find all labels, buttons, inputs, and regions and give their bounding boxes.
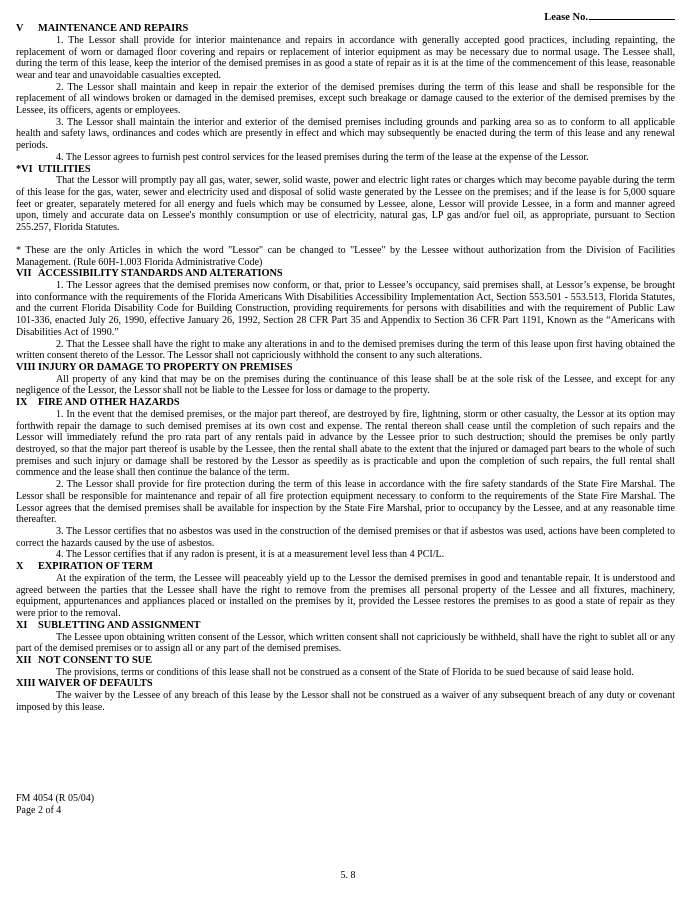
section-title: MAINTENANCE AND REPAIRS xyxy=(38,23,189,34)
lease-number-label: Lease No. xyxy=(544,12,588,23)
section-paragraph: 1. In the event that the demised premises, or the major part thereof, are destroyed by fire, lightning, storm or other casualty, the Lessor at its option may forthwith repair the damage to such demised premises at its own cost and expense. The rental thereon shall cease until the completion of such repairs and the Lessor will immediately refund the pro rata part of any rentals paid in advance by the Lessee prior to such destruction; should the premises be only partly destroyed, so that the major part thereof is usable by the Lessee, then the rental shall abate to the extent that the injured or damaged part bears to the whole of such premises and such injury or damage shall be restored by the Lessor as speedily as is practicable and upon the completion of such repairs, the full rental shall commence and the lease shall then continue the balance of the term. xyxy=(16,408,675,479)
footnote: * These are the only Articles in which the word "Lessor" can be changed to "Lessee" by the Lessee without authorization from the Division of Facilities Management. (Rule 60H-1.003 Florida Administrative Code) xyxy=(16,244,675,268)
section-title: WAIVER OF DEFAULTS xyxy=(38,678,153,690)
section-number: V xyxy=(16,23,24,34)
section-paragraph: The Lessee upon obtaining written consent of the Lessor, which written consent shall not capriciously be withheld, shall have the right to sublet all or any part of the demised premises or to assign all or any part of the demised premises. xyxy=(16,631,675,655)
section-heading xyxy=(16,561,675,573)
section-title: NOT CONSENT TO SUE xyxy=(38,654,152,666)
section-number: *VI xyxy=(16,163,33,175)
section-heading xyxy=(16,678,675,690)
section-number: VIII xyxy=(16,361,36,373)
section-paragraph: The waiver by the Lessee of any breach of this lease by the Lessor shall not be construed as a waiver of any subsequent breach of any duty or covenant imposed by this lease. xyxy=(16,690,675,713)
section-paragraph: 2. That the Lessee shall have the right to make any alterations in and to the demised premises during the term of this lease upon first having obtained the written consent thereto of the Lessor. The Lessor shall not capriciously withhold the consent to any such alterations. xyxy=(16,338,675,362)
section-heading xyxy=(16,655,675,667)
section xyxy=(16,268,675,362)
section-paragraph: 3. The Lessor certifies that no asbestos was used in the construction of the demised premises or that if asbestos was used, actions have been completed to correct the hazards caused by the use of asbestos. xyxy=(16,526,675,549)
section-heading xyxy=(16,397,675,409)
section-title: FIRE AND OTHER HAZARDS xyxy=(38,397,180,409)
section-number: XII xyxy=(16,654,32,666)
section-heading xyxy=(16,362,675,374)
section-paragraph: 1. The Lessor shall provide for interior maintenance and repairs in accordance with generally accepted good practices, including repainting, the replacement of worn or damaged floor covering and repairs or replacement of interior equipment as may be necessary due to normal usage. The Lessee shall, during the term of this lease, keep the interior of the demised premises in as good a state of repair as it is at the time of the commencement of this lease, reasonable wear and tear and unavoidable casualties excepted. xyxy=(16,34,675,81)
page-number: 5. 8 xyxy=(340,870,356,881)
section-heading xyxy=(16,620,675,632)
section-paragraph: All property of any kind that may be on the premises during the continuance of this lease shall be at the sole risk of the Lessee, and except for any negligence of the Lessor, the Lessor shall not be liable to the Lessee for loss or damage to the property. xyxy=(16,373,675,397)
section-heading xyxy=(16,268,675,280)
section-title: ACCESSIBILITY STANDARDS AND ALTERATIONS xyxy=(38,268,283,280)
section-number: XIII xyxy=(16,678,36,690)
section-title: INJURY OR DAMAGE TO PROPERTY ON PREMISES xyxy=(38,361,293,373)
section xyxy=(16,678,675,713)
form-footer xyxy=(16,793,94,816)
section xyxy=(16,561,675,620)
section-number: X xyxy=(16,561,24,573)
section-paragraph: 4. The Lessor certifies that if any radon is present, it is at a measurement level less than 4 PCI/L. xyxy=(56,549,445,561)
section-paragraph: That the Lessor will promptly pay all gas, water, sewer, solid waste, power and electric light rates or charges which may become payable during the term of this lease for the gas, water, sewer and electricity used and disposal of solid waste generated by the Lessee on the premises; and if the lease is for 5,000 square feet or greater, separately metered for all energy and fuels which may be consumed by Lessee, alone, Lessor will provide Lessee, in a form and manner agreed upon, timely and accurate data on Lessee's monthly consumption or use of electricity, natural gas, LP gas and/or fuel oil, as appropriate, pursuant to Section 255.257, Florida Statutes. xyxy=(16,175,675,234)
section-title: UTILITIES xyxy=(38,163,91,175)
section xyxy=(16,397,675,561)
lease-number-line xyxy=(16,10,675,23)
page-of: Page 2 of 4 xyxy=(16,804,62,816)
section-paragraph: 2. The Lessor shall maintain and keep in repair the exterior of the demised premises during the term of this lease and shall be responsible for the replacement of all windows broken or damaged in the demised premises, except such breakage or damage caused to the exterior of the demised premises by the Lessee, its officers, agents or employees. xyxy=(16,81,675,117)
section-paragraph: At the expiration of the term, the Lessee will peaceably yield up to the Lessor the demised premises in good and tenantable repair. It is understood and agreed between the parties that the Lessee shall have the right to remove from the premises all personal property of the Lessee and all fixtures, machinery, equipment, appurtenances and appliances placed or installed on the premises by it, provided the Lessee restores the premises to as good a state of repair as they were prior to the removal. xyxy=(16,572,675,620)
section xyxy=(16,362,675,397)
lease-sections xyxy=(16,23,675,714)
section-title: SUBLETTING AND ASSIGNMENT xyxy=(38,619,201,631)
section-paragraph: 3. The Lessor shall maintain the interior and exterior of the demised premises including grounds and parking area so as to conform to all applicable health and safety laws, ordinances and codes which are presently in effect and which may subsequently be enacted during the term of this lease and any renewal periods. xyxy=(16,116,675,152)
section xyxy=(16,655,675,679)
section-number: VII xyxy=(16,268,32,280)
section-paragraph: 1. The Lessor agrees that the demised premises now conform, or that, prior to Lessee’s occupancy, said premises shall, at Lessor’s expense, be brought into conformance with the requirements of the Florida Americans With Disabilities Accessibility Implementation Act, Section 553.501 - 553.513, Florida Statutes, and the current Florida Disability Code for Building Construction, providing requirements for persons with disabilities and with the requirement of Public Law 101-336, enacted July 26, 1990, effective January 26, 1992, Section 28 CFR Part 35 and Appendix to Section 36 CFR Part 1191, Known as the “Americans with Disabilities Act of 1990.” xyxy=(16,280,675,338)
lease-page xyxy=(16,10,675,714)
section-paragraph: The provisions, terms or conditions of this lease shall not be construed as a consent of the State of Florida to be sued because of said lease hold. xyxy=(56,666,634,678)
section-heading xyxy=(16,23,675,35)
section xyxy=(16,164,675,269)
section xyxy=(16,23,675,164)
section-paragraph: 4. The Lessor agrees to furnish pest control services for the leased premises during the term of the lease at the expense of the Lessor. xyxy=(56,151,589,163)
section-paragraph: 2. The Lessor shall provide for fire protection during the term of this lease in accordance with the fire safety standards of the State Fire Marshal. The Lessor shall be responsible for maintenance and repair of all fire protection equipment necessary to conform to the requirements of the State Fire Marshal. The Lessor agrees that the demised premises shall be available for inspection by the State Fire Marshal, prior to occupancy by the Lessee, and at any reasonable time thereafter. xyxy=(16,479,675,526)
section-number: XI xyxy=(16,619,28,631)
lease-number-blank xyxy=(589,10,675,20)
section-number: IX xyxy=(16,397,28,409)
section-heading xyxy=(16,164,675,176)
section-title: EXPIRATION OF TERM xyxy=(38,561,153,573)
form-id: FM 4054 (R 05/04) xyxy=(16,793,95,804)
section xyxy=(16,620,675,655)
